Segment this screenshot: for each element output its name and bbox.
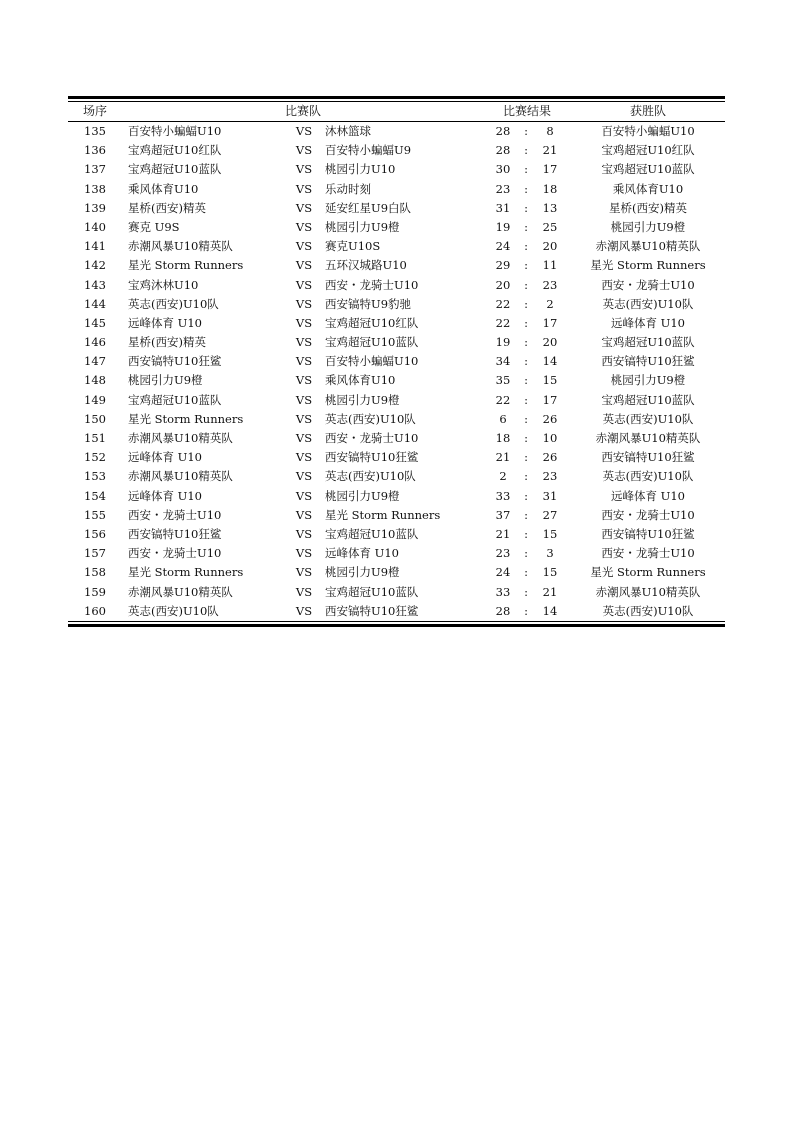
match-no: 152 [84,450,106,465]
table-row [68,371,725,390]
table-row [68,391,725,410]
home-score: 28 [495,603,511,618]
home-score: 28 [495,124,511,138]
match-no: 158 [84,565,106,580]
away-team: 英志(西安)U10队 [325,411,416,426]
away-team: 西安镐特U9豹驰 [325,296,412,311]
away-team: 远峰体育 U10 [325,546,399,561]
score-separator: : [524,239,528,254]
score-separator: : [524,526,528,541]
away-team: 赛克U10S [325,239,381,254]
table-row [68,506,725,525]
home-score: 37 [495,507,511,522]
score-separator: : [524,565,528,580]
winner-team: 英志(西安)U10队 [602,296,694,311]
away-score: 14 [542,603,558,618]
home-score: 33 [495,488,511,503]
away-team: 宝鸡超冠U10蓝队 [325,584,419,599]
winner-team: 赤潮风暴U10精英队 [595,584,701,599]
home-team: 远峰体育 U10 [128,450,202,465]
winner-team: 星光 Storm Runners [590,258,706,273]
table-row [68,563,725,582]
away-team: 乘风体育U10 [325,373,396,388]
score-separator: : [524,181,528,196]
score-separator: : [524,335,528,350]
away-team: 宝鸡超冠U10蓝队 [325,526,419,541]
table-row [68,602,725,621]
home-score: 22 [495,296,511,311]
vs-label: VS [295,584,313,599]
home-score: 30 [495,162,511,177]
match-no: 154 [84,488,106,503]
home-score: 6 [499,411,507,426]
home-score: 19 [495,219,511,234]
winner-team: 宝鸡超冠U10蓝队 [601,335,695,350]
home-score: 21 [495,526,511,541]
match-no: 142 [84,258,106,273]
vs-label: VS [295,335,313,350]
match-no: 157 [84,546,106,561]
vs-label: VS [295,315,313,330]
table-row [68,525,725,544]
home-score: 2 [499,469,507,484]
away-team: 星光 Storm Runners [325,507,441,522]
header-match-no: 场序 [82,104,107,118]
home-score: 23 [495,181,511,196]
score-separator: : [524,277,528,292]
home-score: 31 [495,200,511,215]
winner-team: 西安・龙骑士U10 [601,507,695,522]
score-separator: : [524,162,528,177]
score-separator: : [524,450,528,465]
vs-label: VS [295,469,313,484]
match-no: 146 [84,335,106,350]
away-score: 13 [542,200,558,215]
table-row [68,314,725,333]
away-score: 10 [542,431,558,445]
score-separator: : [524,546,528,561]
winner-team: 西安镐特U10狂鲨 [601,526,695,541]
away-score: 21 [542,584,558,599]
away-score: 25 [542,219,558,234]
away-score: 17 [542,392,558,407]
away-score: 23 [542,277,558,292]
winner-team: 宝鸡超冠U10蓝队 [601,162,695,177]
away-team: 百安特小蝙蝠U9 [325,143,412,158]
vs-label: VS [295,258,313,273]
vs-label: VS [295,431,313,445]
score-separator: : [524,392,528,407]
home-team: 远峰体育 U10 [128,488,202,503]
vs-label: VS [295,488,313,503]
home-score: 24 [495,239,511,254]
away-team: 乐动时刻 [325,181,371,196]
table-row [68,410,725,429]
score-separator: : [524,431,528,445]
score-separator: : [524,584,528,599]
away-team: 桃园引力U9橙 [325,565,400,580]
vs-label: VS [295,124,313,138]
score-separator: : [524,373,528,388]
table-row [68,295,725,314]
table-header [68,102,725,121]
home-team: 百安特小蝙蝠U10 [128,124,222,138]
home-team: 星光 Storm Runners [128,565,244,580]
away-team: 宝鸡超冠U10蓝队 [325,335,419,350]
match-no: 135 [84,124,106,138]
table-row [68,141,725,160]
away-score: 17 [542,162,558,177]
away-team: 延安红星U9白队 [325,200,412,215]
table-body [68,122,725,621]
score-separator: : [524,354,528,369]
match-no: 156 [84,526,106,541]
score-separator: : [524,200,528,215]
away-score: 18 [542,181,558,196]
winner-team: 桃园引力U9橙 [610,219,686,234]
home-score: 21 [495,450,511,465]
score-separator: : [524,258,528,273]
match-no: 159 [84,584,106,599]
winner-team: 赤潮风暴U10精英队 [595,239,701,254]
vs-label: VS [295,354,313,369]
vs-label: VS [295,411,313,426]
header-winner: 获胜队 [629,104,666,118]
table-row [68,487,725,506]
vs-label: VS [295,392,313,407]
winner-team: 英志(西安)U10队 [602,469,694,484]
vs-label: VS [295,277,313,292]
winner-team: 宝鸡超冠U10红队 [601,143,695,158]
home-team: 宝鸡超冠U10蓝队 [128,162,222,177]
home-team: 桃园引力U9橙 [128,373,203,388]
table-row [68,333,725,352]
bottom-border [68,624,725,627]
vs-label: VS [295,546,313,561]
vs-label: VS [295,296,313,311]
away-score: 31 [542,488,558,503]
winner-team: 西安・龙骑士U10 [601,546,695,561]
match-no: 143 [84,277,106,292]
away-score: 20 [542,335,558,350]
home-score: 18 [495,431,511,445]
home-score: 23 [495,546,511,561]
winner-team: 乘风体育U10 [612,181,684,196]
match-no: 140 [84,219,106,234]
away-score: 15 [542,373,558,388]
match-no: 148 [84,373,106,388]
match-no: 150 [84,411,106,426]
away-score: 15 [542,565,558,580]
away-team: 西安・龙骑士U10 [325,431,419,445]
away-team: 桃园引力U10 [325,162,396,177]
table-row [68,544,725,563]
home-team: 西安・龙骑士U10 [128,546,222,561]
winner-team: 赤潮风暴U10精英队 [595,431,701,445]
vs-label: VS [295,565,313,580]
away-score: 23 [542,469,558,484]
away-team: 西安镐特U10狂鲨 [325,603,419,618]
home-team: 英志(西安)U10队 [128,296,219,311]
away-team: 五环汉城路U10 [325,258,407,273]
winner-team: 西安镐特U10狂鲨 [601,450,695,465]
winner-team: 远峰体育 U10 [611,488,685,503]
table-row [68,448,725,467]
match-no: 138 [84,181,106,196]
away-team: 沐林篮球 [325,124,371,138]
home-score: 35 [495,373,511,388]
home-team: 星桥(西安)精英 [128,335,206,350]
away-team: 桃园引力U9橙 [325,392,400,407]
home-score: 28 [495,143,511,158]
away-score: 2 [546,296,554,311]
winner-team: 星桥(西安)精英 [609,200,687,215]
table-row [68,122,725,141]
home-team: 远峰体育 U10 [128,315,202,330]
home-team: 宝鸡沐林U10 [128,277,199,292]
header-result: 比赛结果 [502,104,551,118]
winner-team: 西安镐特U10狂鲨 [601,354,695,369]
away-score: 3 [546,546,554,561]
score-separator: : [524,296,528,311]
away-team: 英志(西安)U10队 [325,469,416,484]
match-no: 144 [84,296,106,311]
home-team: 乘风体育U10 [128,181,199,196]
winner-team: 宝鸡超冠U10蓝队 [601,392,695,407]
home-score: 34 [495,354,511,369]
match-no: 151 [84,431,106,445]
home-score: 19 [495,335,511,350]
home-team: 西安镐特U10狂鲨 [128,354,222,369]
vs-label: VS [295,450,313,465]
score-separator: : [524,507,528,522]
match-no: 149 [84,392,106,407]
vs-label: VS [295,181,313,196]
home-team: 赤潮风暴U10精英队 [128,431,233,445]
winner-team: 星光 Storm Runners [590,565,706,580]
home-score: 33 [495,584,511,599]
vs-label: VS [295,143,313,158]
home-team: 宝鸡超冠U10红队 [128,143,222,158]
home-team: 赤潮风暴U10精英队 [128,469,233,484]
away-team: 桃园引力U9橙 [325,219,400,234]
home-team: 宝鸡超冠U10蓝队 [128,392,222,407]
away-score: 21 [542,143,558,158]
vs-label: VS [295,162,313,177]
match-no: 136 [84,143,106,158]
table-row [68,218,725,237]
away-score: 27 [542,507,558,522]
table-row [68,256,725,275]
away-score: 15 [542,526,558,541]
vs-label: VS [295,373,313,388]
score-separator: : [524,469,528,484]
match-no: 160 [84,603,106,618]
results-table [68,96,725,627]
home-team: 星桥(西安)精英 [128,200,206,215]
table-row [68,583,725,602]
away-score: 11 [542,258,558,273]
winner-team: 百安特小蝙蝠U10 [601,124,695,138]
away-score: 26 [542,450,558,465]
home-score: 22 [495,315,511,330]
match-no: 147 [84,354,106,369]
home-team: 英志(西安)U10队 [128,603,219,618]
home-team: 赛克 U9S [128,219,180,234]
match-no: 145 [84,315,106,330]
home-team: 西安・龙骑士U10 [128,507,222,522]
winner-team: 英志(西安)U10队 [602,411,694,426]
winner-team: 桃园引力U9橙 [610,373,686,388]
away-score: 14 [542,354,558,369]
winner-team: 英志(西安)U10队 [602,603,694,618]
score-separator: : [524,143,528,158]
away-score: 26 [542,411,558,426]
home-score: 29 [495,258,511,273]
away-team: 宝鸡超冠U10红队 [325,315,419,330]
match-no: 139 [84,200,106,215]
away-team: 西安・龙骑士U10 [325,277,419,292]
score-separator: : [524,124,528,138]
header-teams: 比赛队 [284,104,321,118]
winner-team: 远峰体育 U10 [611,315,685,330]
home-team: 星光 Storm Runners [128,411,244,426]
home-score: 20 [495,277,511,292]
table-row [68,429,725,448]
table-row [68,352,725,371]
score-separator: : [524,219,528,234]
home-team: 赤潮风暴U10精英队 [128,239,233,254]
winner-team: 西安・龙骑士U10 [601,277,695,292]
match-no: 137 [84,162,106,177]
table-row [68,276,725,295]
home-team: 星光 Storm Runners [128,258,244,273]
home-team: 西安镐特U10狂鲨 [128,526,222,541]
table-row [68,199,725,218]
match-no: 155 [84,507,106,522]
vs-label: VS [295,219,313,234]
home-team: 赤潮风暴U10精英队 [128,584,233,599]
vs-label: VS [295,603,313,618]
score-separator: : [524,603,528,618]
away-score: 20 [542,239,558,254]
match-no: 141 [84,239,106,254]
away-score: 8 [546,124,554,138]
home-score: 22 [495,392,511,407]
away-team: 西安镐特U10狂鲨 [325,450,419,465]
table-row [68,237,725,256]
match-no: 153 [84,469,106,484]
score-separator: : [524,488,528,503]
table-row [68,160,725,179]
score-separator: : [524,411,528,426]
vs-label: VS [295,526,313,541]
away-team: 桃园引力U9橙 [325,488,400,503]
away-score: 17 [542,315,558,330]
table-row [68,467,725,486]
home-score: 24 [495,565,511,580]
vs-label: VS [295,200,313,215]
table-row [68,180,725,199]
vs-label: VS [295,239,313,254]
score-separator: : [524,315,528,330]
vs-label: VS [295,507,313,522]
away-team: 百安特小蝙蝠U10 [325,354,419,369]
